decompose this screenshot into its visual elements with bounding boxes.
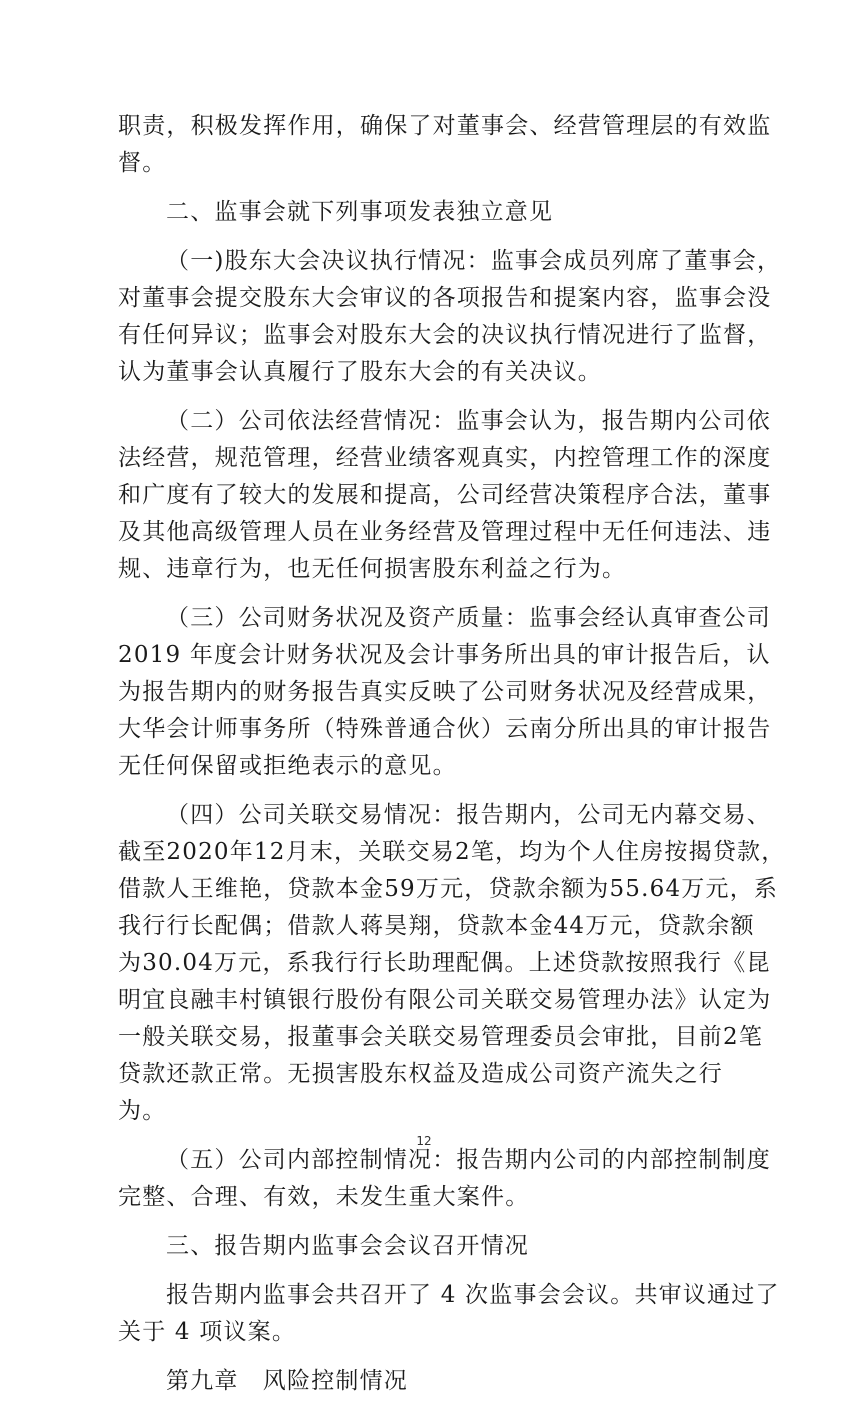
text-line: （二）公司依法经营情况：监事会认为，报告期内公司依 (166, 408, 771, 434)
chapter-title: 第九章 风险控制情况 (166, 1368, 408, 1394)
text-line: 有任何异议；监事会对股东大会的决议执行情况进行了监督， (118, 322, 772, 348)
text-line: 大华会计师事务所（特殊普通合伙）云南分所出具的审计报告 (118, 716, 772, 742)
document-body (118, 108, 786, 1412)
text-line: （四）公司关联交易情况：报告期内，公司无内幕交易、 (166, 802, 771, 828)
text-line: （一)股东大会决议执行情况：监事会成员列席了董事会， (166, 248, 782, 274)
paragraph-meetings-held (118, 1277, 780, 1351)
text-line: 关于 4 项议案。 (118, 1319, 297, 1345)
text-line: （五）公司内部控制情况：报告期内公司的内部控制制度 (166, 1147, 771, 1173)
text-line: 我行行长配偶；借款人蒋昊翔，贷款本金44万元，贷款余额 (118, 913, 755, 939)
text-line: 法经营，规范管理，经营业绩客观真实，内控管理工作的深度 (118, 445, 772, 471)
heading-text: 二、监事会就下列事项发表独立意见 (166, 199, 554, 225)
paragraph-shareholder-resolutions (118, 243, 782, 391)
paragraph-lawful-operation (118, 403, 772, 588)
paragraph-financial-status (118, 600, 772, 785)
text-line: 一般关联交易，报董事会关联交易管理委员会审批，目前2笔 (118, 1024, 764, 1050)
text-line: 贷款还款正常。无损害股东权益及造成公司资产流失之行 (118, 1061, 723, 1087)
text-line: （三）公司财务状况及资产质量：监事会经认真审查公司 (166, 605, 771, 631)
text-line: 完整、合理、有效，未发生重大案件。 (118, 1184, 530, 1210)
text-line: 督。 (118, 150, 167, 176)
text-line: 认为董事会认真履行了股东大会的有关决议。 (118, 359, 602, 385)
text-line: 2019 年度会计财务状况及会计事务所出具的审计报告后，认 (118, 642, 771, 668)
paragraph-internal-control (118, 1142, 771, 1216)
page-number: 12 (416, 1134, 432, 1148)
text-line: 职责，积极发挥作用，确保了对董事会、经营管理层的有效监 (118, 113, 772, 139)
chapter-heading-risk-control (118, 1363, 738, 1400)
text-line: 借款人王维艳，贷款本金59万元，贷款余额为55.64万元，系 (118, 876, 779, 902)
text-line: 明宜良融丰村镇银行股份有限公司关联交易管理办法》认定为 (118, 987, 772, 1013)
heading-text: 三、报告期内监事会会议召开情况 (166, 1233, 529, 1259)
paragraph-related-transactions (118, 797, 786, 1130)
text-line: 为。 (118, 1098, 167, 1124)
text-line: 无任何保留或拒绝表示的意见。 (118, 753, 457, 779)
text-line: 为报告期内的财务报告真实反映了公司财务状况及经营成果， (118, 679, 772, 705)
text-line: 和广度有了较大的发展和提高，公司经营决策程序合法，董事 (118, 482, 772, 508)
text-line: 为30.04万元，系我行行长助理配偶。上述贷款按照我行《昆 (118, 950, 771, 976)
paragraph-continuation (118, 108, 772, 182)
text-line: 报告期内监事会共召开了 4 次监事会会议。共审议通过了 (166, 1282, 780, 1308)
text-line: 规、违章行为，也无任何损害股东利益之行为。 (118, 556, 627, 582)
section-heading-independent-opinions (118, 194, 738, 231)
text-line: 对董事会提交股东大会审议的各项报告和提案内容，监事会没 (118, 285, 772, 311)
text-line: 及其他高级管理人员在业务经营及管理过程中无任何违法、违 (118, 519, 772, 545)
section-heading-meetings (118, 1228, 738, 1265)
text-line: 截至2020年12月末，关联交易2笔，均为个人住房按揭贷款， (118, 839, 786, 865)
